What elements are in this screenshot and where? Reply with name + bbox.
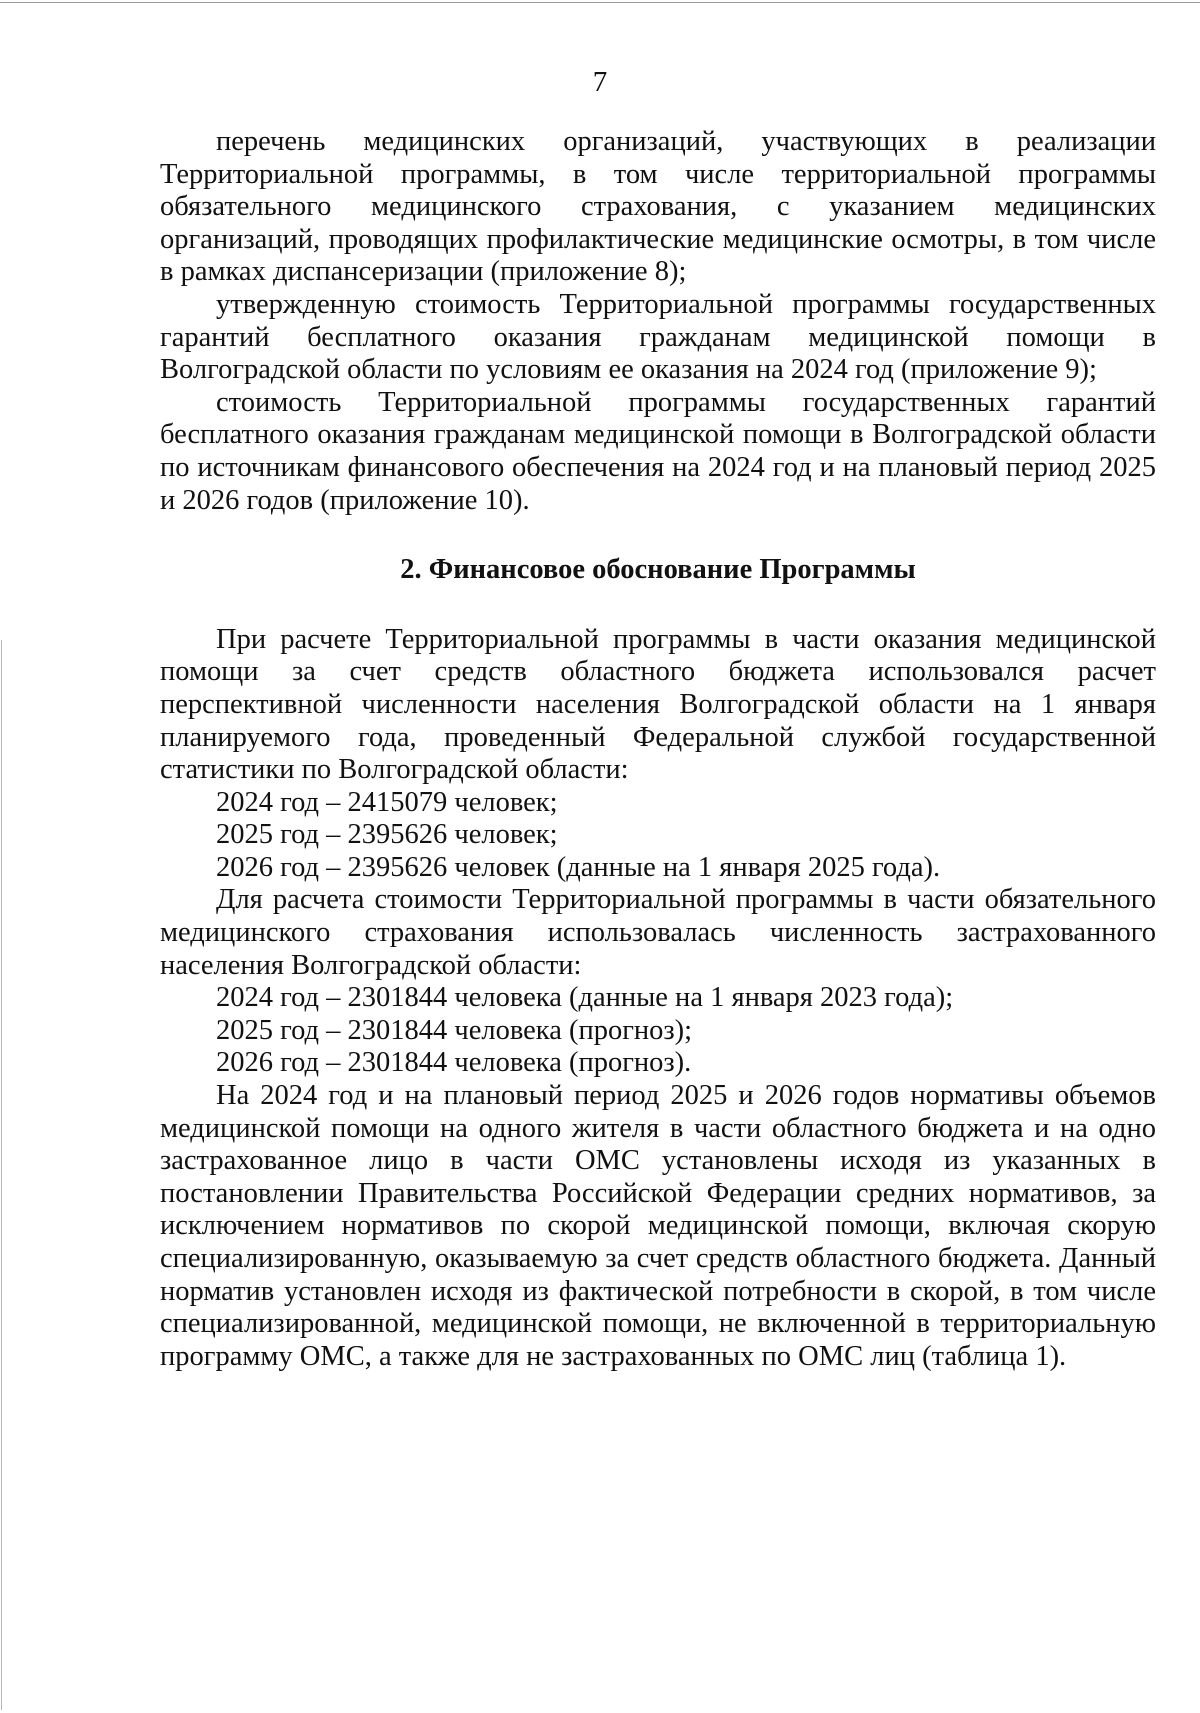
scan-edge-top: [0, 2, 1200, 3]
paragraph-approved-cost: утвержденную стоимость Территориальной программы государственных гарантий бесплатного оказания гражданам медицинской помощи в Волгоградской области по условиям ее оказания на 2024 год (приложение 9);: [160, 288, 1156, 386]
population-line-2026: 2026 год – 2395626 человек (данные на 1 января 2025 года).: [216, 851, 941, 883]
paragraph-medical-organizations-list: перечень медицинских организаций, участвующих в реализации Территориальной программы, в том числе территориальной программы обязательного медицинского страхования, с указанием медицинских организаций, проводящих профилактические медицинские осмотры, в том числе в рамках диспансеризации (приложение 8);: [160, 126, 1156, 288]
page-number: 7: [592, 66, 608, 98]
insured-line-2026: 2026 год – 2301844 человека (прогноз).: [216, 1047, 692, 1079]
document-body: [160, 126, 1156, 1373]
paragraph-population-intro: При расчете Территориальной программы в части оказания медицинской помощи за счет средств областного бюджета использовался расчет перспективной численности населения Волгоградской области на 1 января планируемого года, проведенный Федеральной службой государственной статистики по Волгоградской области:: [160, 623, 1156, 786]
paragraph-insured-intro: Для расчета стоимости Территориальной программы в части обязательного медицинского страхования использовалась численность застрахованного населения Волгоградской области:: [160, 884, 1156, 981]
insured-line-2025: 2025 год – 2301844 человека (прогноз);: [216, 1014, 693, 1046]
paragraph-cost-by-sources: стоимость Территориальной программы государственных гарантий бесплатного оказания гражданам медицинской помощи в Волгоградской области по источникам финансового обеспечения на 2024 год и на плановый период 2025 и 2026 годов (приложение 10).: [160, 386, 1156, 516]
scan-edge-left: [1, 640, 2, 1710]
population-line-2024: 2024 год – 2415079 человек;: [216, 786, 558, 818]
insured-line-2024: 2024 год – 2301844 человека (данные на 1 января 2023 года);: [216, 982, 954, 1014]
paragraph-care-volume-norms: На 2024 год и на плановый период 2025 и 2026 годов нормативы объемов медицинской помощи на одного жителя в части областного бюджета и на одно застрахованное лицо в части ОМС установлены исходя из указанных в постановлении Правительства Российской Федерации средних нормативов, за исключением нормативов по скорой медицинской помощи, включая скорую специализированную, оказываемую за счет средств областного бюджета. Данный норматив установлен исходя из фактической потребности в скорой, в том числе специализированной, медицинской помощи, не включенной в территориальную программу ОМС, а также для не застрахованных по ОМС лиц (таблица 1).: [160, 1080, 1156, 1372]
section-heading-financial-justification: 2. Финансовое обоснование Программы: [400, 554, 916, 586]
population-line-2025: 2025 год – 2395626 человек;: [216, 819, 558, 851]
